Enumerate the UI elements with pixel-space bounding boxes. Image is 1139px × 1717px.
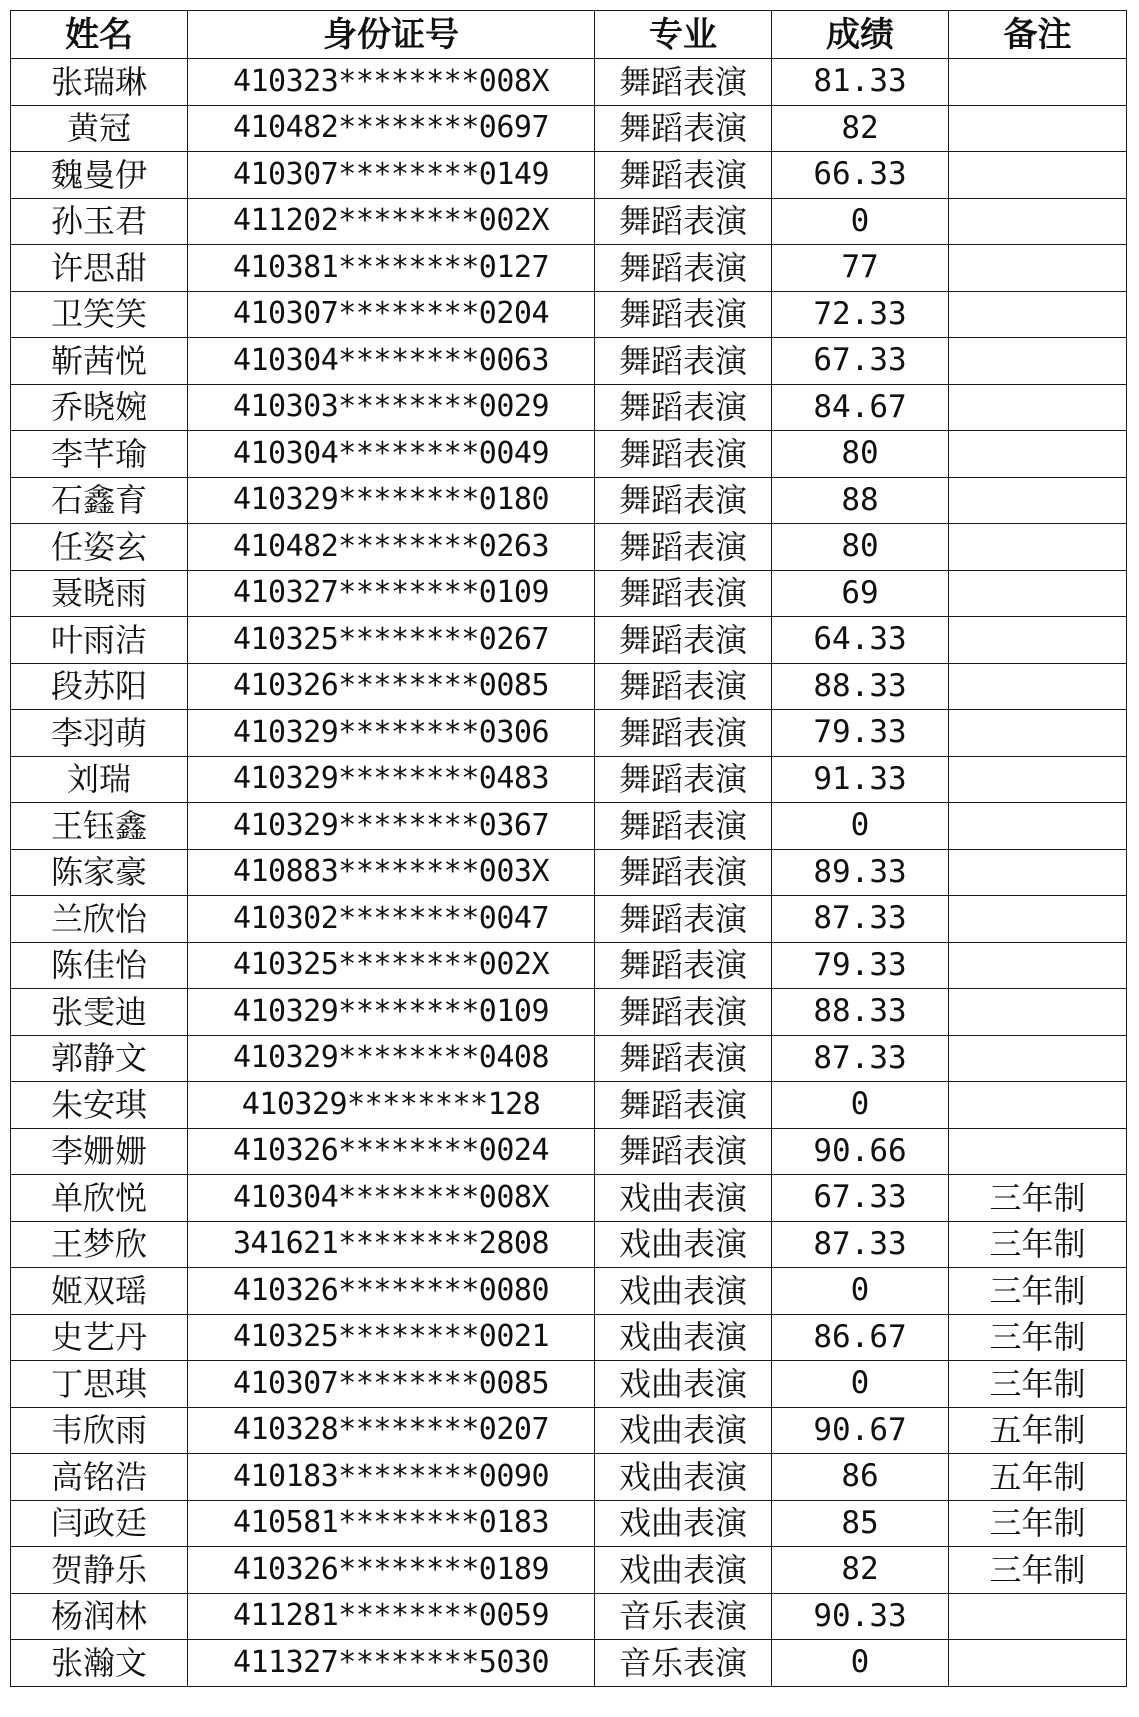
table-row [11,1407,1127,1454]
cell-note: 三年制 [949,1175,1127,1222]
cell-name: 王梦欣 [11,1221,188,1268]
cell-id-number: 410325********002X [188,942,595,989]
cell-score: 90.67 [772,1407,949,1454]
cell-note [949,710,1127,757]
cell-note [949,198,1127,245]
cell-id-number: 410323********008X [188,59,595,106]
cell-score: 0 [772,803,949,850]
cell-score: 88.33 [772,663,949,710]
cell-name: 刘瑞 [11,756,188,803]
table-row [11,1640,1127,1687]
cell-major: 舞蹈表演 [595,1128,772,1175]
table-row [11,803,1127,850]
cell-id-number: 411281********0059 [188,1593,595,1640]
cell-name: 陈家豪 [11,849,188,896]
cell-name: 许思甜 [11,245,188,292]
table-row [11,198,1127,245]
cell-id-number: 410325********0021 [188,1314,595,1361]
cell-id-number: 410329********0483 [188,756,595,803]
cell-score: 84.67 [772,384,949,431]
table-row [11,989,1127,1036]
cell-score: 72.33 [772,291,949,338]
cell-name: 朱安琪 [11,1082,188,1129]
cell-score: 80 [772,524,949,571]
cell-name: 靳茜悦 [11,338,188,385]
cell-major: 舞蹈表演 [595,245,772,292]
cell-name: 闫政廷 [11,1500,188,1547]
cell-major: 音乐表演 [595,1593,772,1640]
cell-id-number: 410326********0085 [188,663,595,710]
cell-score: 79.33 [772,710,949,757]
cell-major: 戏曲表演 [595,1221,772,1268]
cell-id-number: 410307********0204 [188,291,595,338]
cell-id-number: 411202********002X [188,198,595,245]
table-row [11,1268,1127,1315]
table-row [11,338,1127,385]
table-row [11,756,1127,803]
table-row [11,291,1127,338]
cell-score: 82 [772,1547,949,1594]
cell-major: 舞蹈表演 [595,570,772,617]
cell-major: 舞蹈表演 [595,291,772,338]
cell-id-number: 410482********0263 [188,524,595,571]
cell-note [949,245,1127,292]
cell-note [949,617,1127,664]
cell-note: 五年制 [949,1454,1127,1501]
cell-name: 聂晓雨 [11,570,188,617]
cell-score: 80 [772,431,949,478]
cell-major: 舞蹈表演 [595,105,772,152]
cell-major: 舞蹈表演 [595,663,772,710]
cell-note [949,570,1127,617]
cell-id-number: 410327********0109 [188,570,595,617]
cell-major: 舞蹈表演 [595,1035,772,1082]
cell-note: 三年制 [949,1221,1127,1268]
cell-major: 舞蹈表演 [595,989,772,1036]
cell-score: 86.67 [772,1314,949,1361]
cell-major: 舞蹈表演 [595,1082,772,1129]
cell-name: 李芊瑜 [11,431,188,478]
cell-score: 66.33 [772,152,949,199]
cell-score: 88 [772,477,949,524]
table-row [11,1221,1127,1268]
cell-id-number: 410326********0024 [188,1128,595,1175]
cell-major: 舞蹈表演 [595,477,772,524]
cell-score: 69 [772,570,949,617]
cell-major: 戏曲表演 [595,1314,772,1361]
cell-name: 乔晓婉 [11,384,188,431]
cell-id-number: 410381********0127 [188,245,595,292]
cell-major: 舞蹈表演 [595,756,772,803]
cell-score: 87.33 [772,1221,949,1268]
header-major: 专业 [595,11,772,59]
cell-major: 舞蹈表演 [595,849,772,896]
table-row [11,942,1127,989]
cell-score: 87.33 [772,1035,949,1082]
cell-note [949,524,1127,571]
cell-note [949,291,1127,338]
cell-major: 舞蹈表演 [595,198,772,245]
cell-score: 91.33 [772,756,949,803]
cell-major: 舞蹈表演 [595,152,772,199]
cell-id-number: 410329********128 [188,1082,595,1129]
table-row [11,1314,1127,1361]
cell-name: 杨润林 [11,1593,188,1640]
cell-note: 三年制 [949,1361,1127,1408]
cell-major: 戏曲表演 [595,1175,772,1222]
cell-score: 87.33 [772,896,949,943]
cell-major: 舞蹈表演 [595,617,772,664]
cell-id-number: 410307********0085 [188,1361,595,1408]
cell-score: 67.33 [772,1175,949,1222]
cell-name: 陈佳怡 [11,942,188,989]
table-row [11,1035,1127,1082]
cell-name: 卫笑笑 [11,291,188,338]
cell-major: 舞蹈表演 [595,942,772,989]
cell-name: 贺静乐 [11,1547,188,1594]
cell-note [949,152,1127,199]
cell-major: 舞蹈表演 [595,896,772,943]
cell-major: 戏曲表演 [595,1454,772,1501]
table-row [11,1454,1127,1501]
cell-name: 段苏阳 [11,663,188,710]
cell-note [949,1082,1127,1129]
cell-name: 黄冠 [11,105,188,152]
header-note: 备注 [949,11,1127,59]
cell-note [949,989,1127,1036]
cell-id-number: 410325********0267 [188,617,595,664]
table-row [11,524,1127,571]
cell-id-number: 410329********0367 [188,803,595,850]
cell-name: 任姿玄 [11,524,188,571]
table-row [11,245,1127,292]
cell-id-number: 410883********003X [188,849,595,896]
cell-note [949,1593,1127,1640]
cell-major: 舞蹈表演 [595,338,772,385]
cell-id-number: 410482********0697 [188,105,595,152]
cell-id-number: 410302********0047 [188,896,595,943]
cell-major: 舞蹈表演 [595,431,772,478]
cell-score: 0 [772,1640,949,1687]
cell-note: 三年制 [949,1268,1127,1315]
table-row [11,152,1127,199]
header-id-number: 身份证号 [188,11,595,59]
cell-name: 张瀚文 [11,1640,188,1687]
table-row [11,477,1127,524]
cell-id-number: 411327********5030 [188,1640,595,1687]
cell-major: 舞蹈表演 [595,710,772,757]
cell-id-number: 410326********0189 [188,1547,595,1594]
cell-note [949,338,1127,385]
cell-name: 史艺丹 [11,1314,188,1361]
cell-id-number: 341621********2808 [188,1221,595,1268]
cell-id-number: 410329********0109 [188,989,595,1036]
cell-score: 0 [772,198,949,245]
cell-name: 李羽萌 [11,710,188,757]
cell-name: 魏曼伊 [11,152,188,199]
cell-note [949,1035,1127,1082]
cell-score: 82 [772,105,949,152]
table-row [11,1593,1127,1640]
cell-name: 李姗姗 [11,1128,188,1175]
cell-note [949,59,1127,106]
cell-note [949,477,1127,524]
header-score: 成绩 [772,11,949,59]
cell-score: 0 [772,1361,949,1408]
cell-id-number: 410581********0183 [188,1500,595,1547]
cell-score: 0 [772,1268,949,1315]
cell-id-number: 410329********0408 [188,1035,595,1082]
cell-id-number: 410304********008X [188,1175,595,1222]
cell-major: 舞蹈表演 [595,803,772,850]
cell-note [949,756,1127,803]
cell-score: 85 [772,1500,949,1547]
cell-note [949,942,1127,989]
cell-note [949,384,1127,431]
cell-score: 67.33 [772,338,949,385]
table-row [11,1500,1127,1547]
cell-name: 韦欣雨 [11,1407,188,1454]
cell-note: 三年制 [949,1500,1127,1547]
cell-note [949,896,1127,943]
cell-name: 高铭浩 [11,1454,188,1501]
table-row [11,617,1127,664]
cell-note [949,431,1127,478]
table-row [11,105,1127,152]
cell-name: 丁思琪 [11,1361,188,1408]
cell-major: 戏曲表演 [595,1500,772,1547]
cell-note [949,663,1127,710]
cell-name: 王钰鑫 [11,803,188,850]
table-row [11,1128,1127,1175]
cell-major: 舞蹈表演 [595,524,772,571]
cell-score: 79.33 [772,942,949,989]
cell-id-number: 410303********0029 [188,384,595,431]
table-row [11,1082,1127,1129]
table-row [11,1175,1127,1222]
cell-major: 戏曲表演 [595,1547,772,1594]
cell-major: 戏曲表演 [595,1407,772,1454]
cell-id-number: 410183********0090 [188,1454,595,1501]
cell-score: 77 [772,245,949,292]
cell-score: 89.33 [772,849,949,896]
cell-name: 石鑫育 [11,477,188,524]
cell-major: 戏曲表演 [595,1268,772,1315]
cell-score: 90.66 [772,1128,949,1175]
cell-note [949,1128,1127,1175]
cell-name: 孙玉君 [11,198,188,245]
score-table [10,10,1127,1687]
cell-note [949,105,1127,152]
table-row [11,59,1127,106]
cell-name: 张瑞琳 [11,59,188,106]
cell-score: 86 [772,1454,949,1501]
cell-note [949,1640,1127,1687]
cell-score: 90.33 [772,1593,949,1640]
cell-name: 单欣悦 [11,1175,188,1222]
cell-major: 舞蹈表演 [595,384,772,431]
cell-major: 舞蹈表演 [595,59,772,106]
table-row [11,663,1127,710]
cell-major: 戏曲表演 [595,1361,772,1408]
cell-name: 姬双瑶 [11,1268,188,1315]
table-row [11,1361,1127,1408]
cell-score: 64.33 [772,617,949,664]
cell-id-number: 410304********0049 [188,431,595,478]
cell-note [949,849,1127,896]
table-row [11,710,1127,757]
cell-major: 音乐表演 [595,1640,772,1687]
cell-note: 三年制 [949,1314,1127,1361]
cell-id-number: 410304********0063 [188,338,595,385]
cell-id-number: 410329********0180 [188,477,595,524]
table-row [11,431,1127,478]
cell-id-number: 410307********0149 [188,152,595,199]
table-row [11,570,1127,617]
cell-name: 兰欣怡 [11,896,188,943]
table-row [11,849,1127,896]
cell-id-number: 410328********0207 [188,1407,595,1454]
cell-id-number: 410326********0080 [188,1268,595,1315]
table-row [11,1547,1127,1594]
header-row [11,11,1127,59]
table-row [11,896,1127,943]
cell-name: 张雯迪 [11,989,188,1036]
header-name: 姓名 [11,11,188,59]
table-row [11,384,1127,431]
cell-note: 三年制 [949,1547,1127,1594]
cell-score: 0 [772,1082,949,1129]
cell-score: 88.33 [772,989,949,1036]
cell-score: 81.33 [772,59,949,106]
cell-note [949,803,1127,850]
cell-name: 叶雨洁 [11,617,188,664]
cell-id-number: 410329********0306 [188,710,595,757]
cell-note: 五年制 [949,1407,1127,1454]
cell-name: 郭静文 [11,1035,188,1082]
